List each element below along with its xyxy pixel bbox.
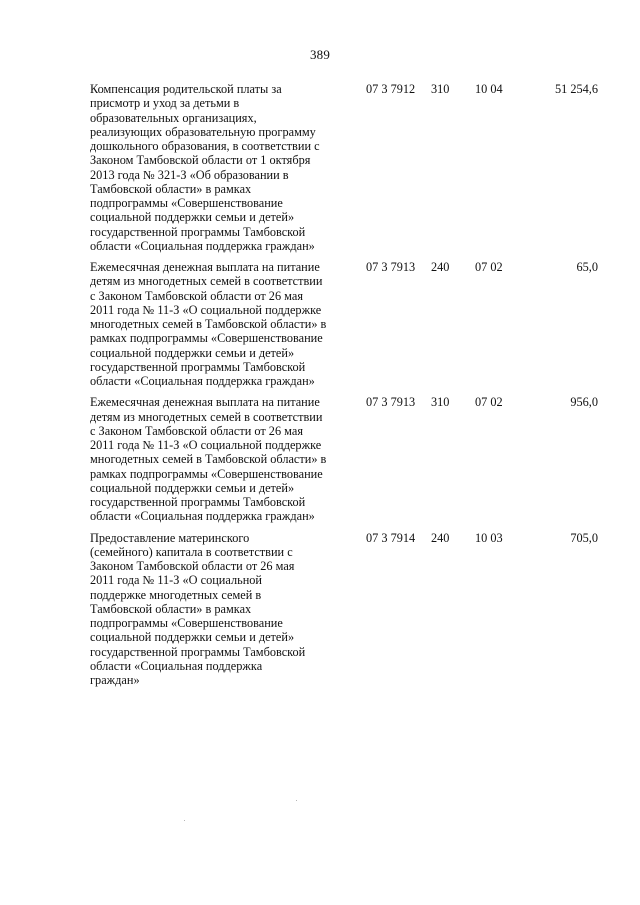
description-line: детям из многодетных семей в соответствии [90,409,323,424]
description-line: социальной поддержки семьи и детей» [90,630,295,645]
description-line: поддержке многодетных семей в [90,587,262,602]
expense-type-code: 240 [431,530,450,545]
description-line: (семейного) капитала в соответствии с [90,544,293,559]
table-row [90,82,600,253]
row-description [90,395,352,523]
budget-table [90,82,600,687]
section-code: 07 02 [475,260,503,274]
description-line: граждан» [90,673,140,687]
scan-speck [184,820,185,821]
description-line: 2013 года № 321-З «Об образовании в [90,167,289,182]
section-code: 07 02 [475,395,503,410]
expense-type-code: 310 [431,395,450,410]
table-row [90,531,600,688]
amount-value: 65,0 [576,260,598,274]
description-line: области «Социальная поддержка [90,658,263,673]
description-line: области «Социальная поддержка граждан» [90,509,315,524]
page-number: 389 [309,47,331,62]
description-line: Предоставление материнского [90,530,250,545]
amount-value: 51 254,6 [554,82,598,96]
description-line: 2011 года № 11-З «О социальной поддержке [90,438,322,452]
target-article-code: 07 3 7913 [366,260,416,274]
description-line: государственной программы Тамбовской [90,495,306,509]
amount-value: 705,0 [570,530,598,545]
description-line: Законом Тамбовской области от 26 мая [90,559,295,573]
description-line: социальной поддержки семьи и детей» [90,210,295,225]
description-line: рамках подпрограммы «Совершенствование [90,331,323,346]
description-line: подпрограммы «Совершенствование [90,616,283,630]
description-line: социальной поддержки семьи и детей» [90,345,295,360]
section-code: 10 03 [475,530,503,545]
amount-value: 956,0 [570,395,598,410]
description-line: Ежемесячная денежная выплата на питание [90,260,320,274]
description-line: Компенсация родительской платы за [90,82,282,96]
description-line: государственной программы Тамбовской [90,224,306,239]
description-line: области «Социальная поддержка граждан» [90,238,315,253]
description-line: 2011 года № 11-З «О социальной поддержке [90,302,322,317]
description-line: детям из многодетных семей в соответствии [90,274,323,289]
description-line: подпрограммы «Совершенствование [90,196,283,210]
description-line: присмотр и уход за детьми в [90,96,240,111]
table-row [90,395,600,523]
scan-speck [296,800,297,801]
description-line: многодетных семей в Тамбовской области» в [90,452,327,467]
description-line: области «Социальная поддержка граждан» [90,374,315,388]
section-code: 10 04 [475,82,503,96]
description-line: Ежемесячная денежная выплата на питание [90,395,320,410]
target-article-code: 07 3 7914 [366,530,416,545]
table-row [90,260,600,388]
row-description [90,82,352,253]
description-line: 2011 года № 11-З «О социальной [90,573,262,588]
description-line: дошкольного образования, в соответствии с [90,139,320,153]
description-line: Тамбовской области» в рамках [90,181,252,196]
description-line: социальной поддержки семьи и детей» [90,480,295,495]
description-line: с Законом Тамбовской области от 26 мая [90,288,303,303]
description-line: государственной программы Тамбовской [90,644,306,659]
row-description [90,531,352,688]
target-article-code: 07 3 7912 [366,82,416,96]
row-description [90,260,352,388]
expense-type-code: 240 [431,260,450,274]
description-line: Тамбовской области» в рамках [90,601,252,616]
description-line: государственной программы Тамбовской [90,359,306,374]
description-line: многодетных семей в Тамбовской области» в [90,317,327,331]
description-line: рамках подпрограммы «Совершенствование [90,466,323,481]
expense-type-code: 310 [431,82,450,96]
description-line: с Законом Тамбовской области от 26 мая [90,423,303,438]
description-line: образовательных организациях, [90,110,257,125]
target-article-code: 07 3 7913 [366,395,416,410]
description-line: Законом Тамбовской области от 1 октября [90,153,311,168]
description-line: реализующих образовательную программу [90,124,316,139]
